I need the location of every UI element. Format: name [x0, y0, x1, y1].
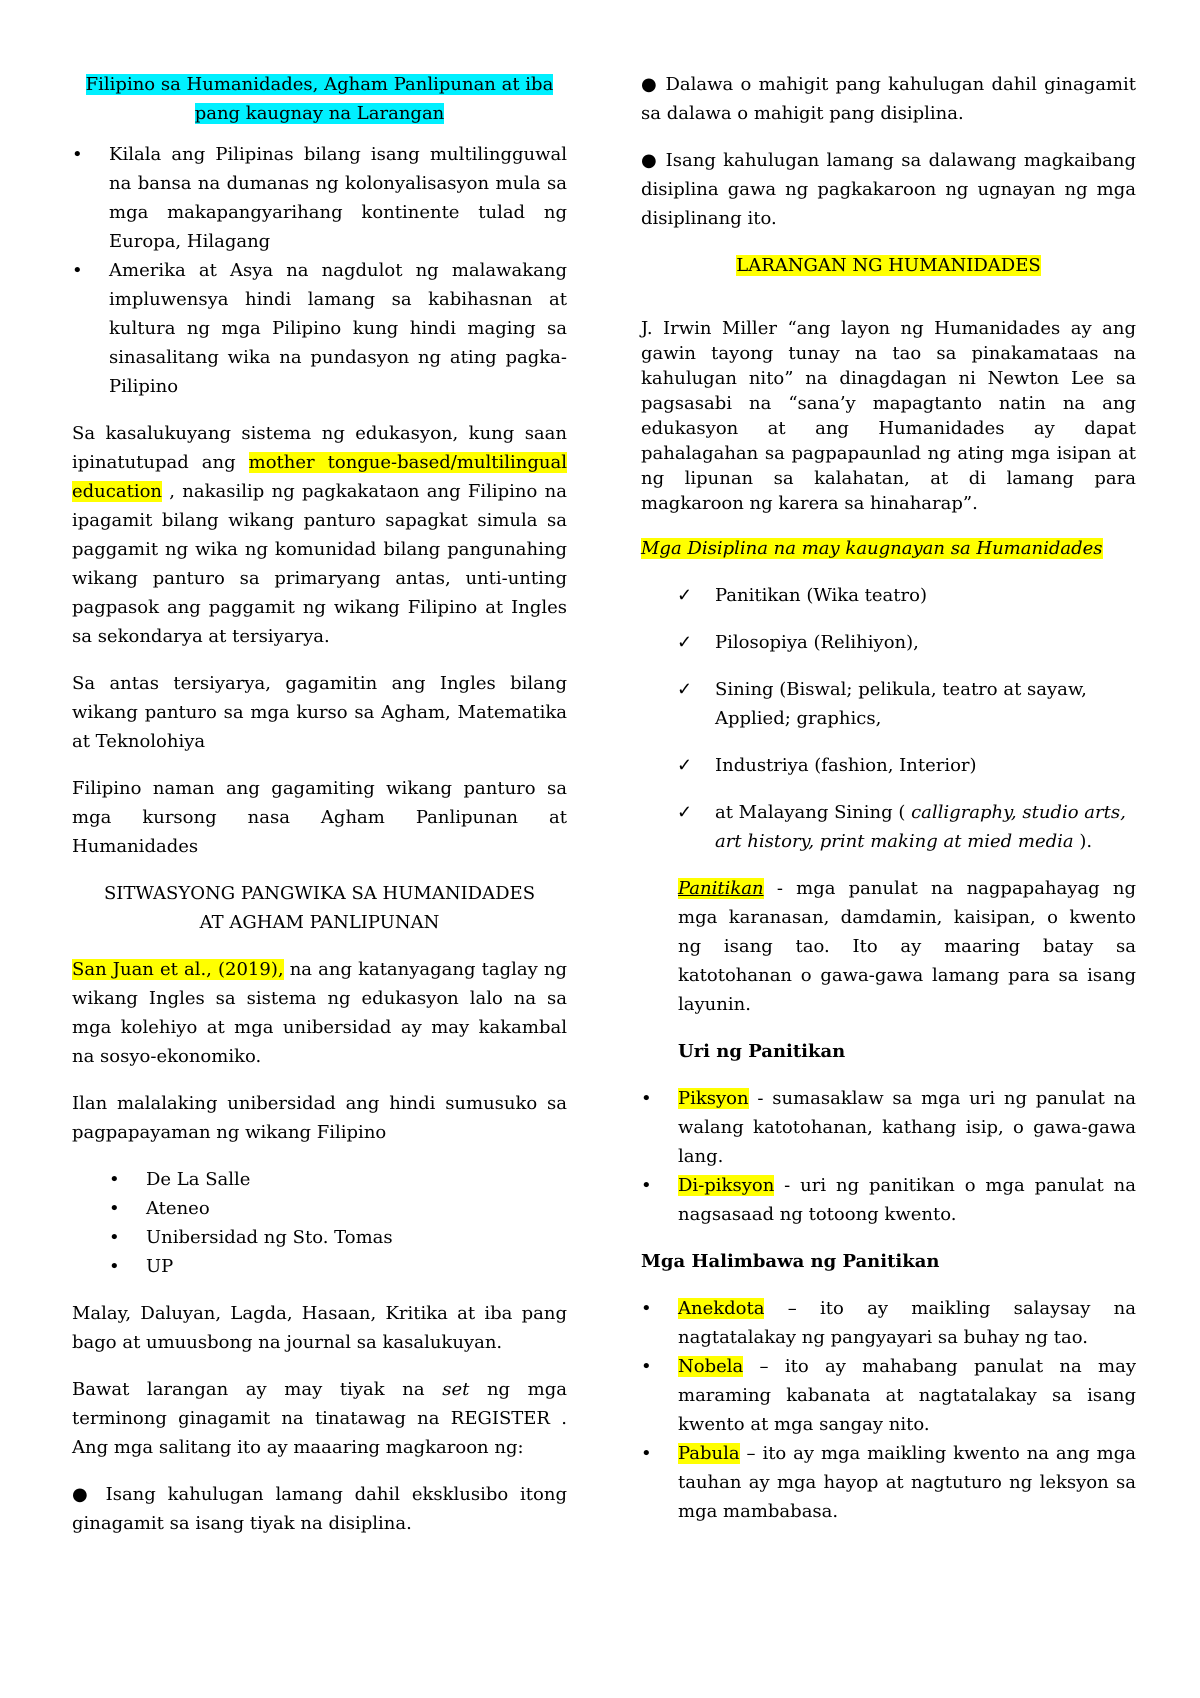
university-list — [72, 1165, 567, 1281]
bullet-icon: • — [72, 260, 83, 281]
list-item: • Pabula – ito ay mga maikling kwento na ang mga tauhan ay mga hayop at nagtuturo ng leksyon sa mga mambabasa. — [641, 1439, 1136, 1526]
halimbawa-list — [641, 1294, 1136, 1526]
checkmark-icon: ✓ — [677, 802, 693, 823]
paragraph-register: Bawat larangan ay may tiyak na set ng mga terminong ginagamit na tinatawag na REGISTER . Ang mga salitang ito ay maaaring magkaroon ng: — [72, 1379, 567, 1458]
list-item: • Piksyon - sumasaklaw sa mga uri ng panulat na walang katotohanan, kathang isip, o gawa-gawa lang. — [641, 1084, 1136, 1171]
paragraph-journals: Malay, Daluyan, Lagda, Hasaan, Kritika at iba pang bago at umuusbong na journal sa kasalukuyan. — [72, 1303, 567, 1353]
list-item: • Nobela – ito ay mahabang panulat na may maraming kabanata at nagtatalakay sa isang kwento at mga sangay nito. — [641, 1352, 1136, 1439]
list-item: • UP — [72, 1252, 567, 1281]
list-item: ✓ Sining (Biswal; pelikula, teatro at sayaw, Applied; graphics, — [641, 675, 1136, 733]
bullet-icon: • — [641, 1298, 652, 1319]
paragraph-unibersidad: Ilan malalaking unibersidad ang hindi sumusuko sa pagpapayaman ng wikang Filipino — [72, 1093, 567, 1143]
bullet-icon: • — [109, 1256, 120, 1277]
section-heading-humanidades: LARANGAN NG HUMANIDADES — [736, 255, 1041, 276]
bullet-icon: • — [109, 1169, 120, 1190]
list-item: • Ateneo — [72, 1194, 567, 1223]
bullet-icon: • — [641, 1175, 652, 1196]
right-column — [641, 70, 1136, 1526]
disciplines-checklist — [641, 581, 1136, 856]
paragraph-panitikan-definition: Panitikan - mga panulat na nagpapahayag ng mga karanasan, damdamin, kaisipan, o kwento ng isang tao. Ito ay maaring batay sa katotohanan o gawa-gawa lamang para sa isang layunin. — [678, 878, 1136, 1015]
bullet-icon: • — [641, 1088, 652, 1109]
left-column — [72, 70, 567, 1538]
bullet-icon: • — [72, 144, 83, 165]
list-item: • Di-piksyon - uri ng panitikan o mga panulat na nagsasaad ng totoong kwento. — [641, 1171, 1136, 1229]
bullet-icon: • — [109, 1198, 120, 1219]
paragraph-isang-kahulugan: ● Isang kahulugan lamang dahil eksklusibo itong ginagamit sa isang tiyak na disiplina. — [72, 1484, 567, 1534]
bullet-icon: • — [641, 1443, 652, 1464]
intro-bullet-list — [72, 140, 567, 401]
section-heading-sitwasyong: SITWASYONG PANGWIKA SA HUMANIDADES AT AGHAM PANLIPUNAN — [103, 883, 536, 933]
disciplines-heading: Mga Disiplina na may kaugnayan sa Humanidades — [641, 538, 1103, 559]
checkmark-icon: ✓ — [677, 585, 693, 606]
paragraph-tersiyarya: Sa antas tersiyarya, gagamitin ang Ingles bilang wikang panturo sa mga kurso sa Agham, Matematika at Teknolohiya — [72, 673, 567, 752]
list-item: ✓ Industriya (fashion, Interior) — [641, 751, 1136, 780]
checkmark-icon: ✓ — [677, 679, 693, 700]
halimbawa-heading: Mga Halimbawa ng Panitikan — [641, 1251, 940, 1272]
uri-list — [641, 1084, 1136, 1229]
paragraph-dalawa-kahulugan: ● Dalawa o mahigit pang kahulugan dahil ginagamit sa dalawa o mahigit pang disiplina. — [641, 74, 1136, 124]
bullet-icon: • — [641, 1356, 652, 1377]
list-item: ✓ Panitikan (Wika teatro) — [641, 581, 1136, 610]
list-item: • De La Salle — [72, 1165, 567, 1194]
list-item: ✓ at Malayang Sining ( calligraphy, studio arts, art history, print making at mied media ). — [641, 798, 1136, 856]
checkmark-icon: ✓ — [677, 755, 693, 776]
list-item: ✓ Pilosopiya (Relihiyon), — [641, 628, 1136, 657]
paragraph-san-juan: San Juan et al., (2019), na ang katanyagang taglay ng wikang Ingles sa sistema ng edukasyon lalo na sa mga kolehiyo at mga unibersidad ay may kakambal na sosyo-ekonomiko. — [72, 959, 567, 1067]
list-item: • Anekdota – ito ay maikling salaysay na nagtatalakay ng pangyayari sa buhay ng tao. — [641, 1294, 1136, 1352]
document-title: Filipino sa Humanidades, Agham Panlipunan at iba pang kaugnay na Larangan — [85, 74, 554, 124]
list-item: • Kilala ang Pilipinas bilang isang multilingguwal na bansa na dumanas ng kolonyalisasyon mula sa mga makapangyarihang kontinente tulad ng Europa, Hilagang — [72, 140, 567, 256]
checkmark-icon: ✓ — [677, 632, 693, 653]
paragraph-ugnayan: ● Isang kahulugan lamang sa dalawang magkaibang disiplina gawa ng pagkakaroon ng ugnayan ng mga disiplinang ito. — [641, 150, 1136, 229]
paragraph-mtb-mle: Sa kasalukuyang sistema ng edukasyon, kung saan ipinatutupad ang mother tongue-based/multilingual education , nakasilip ng pagkakataon ang Filipino na ipagamit bilang wikang panturo sapagkat simula sa paggamit ng wika ng komunidad bilang pangunahing wikang panturo sa primaryang antas, unti-unting pagpasok ang paggamit ng wikang Filipino at Ingles sa sekondarya at tersiyarya. — [72, 423, 567, 647]
bullet-icon: • — [109, 1227, 120, 1248]
uri-heading: Uri ng Panitikan — [678, 1041, 846, 1062]
list-item: • Unibersidad ng Sto. Tomas — [72, 1223, 567, 1252]
paragraph-filipino-panturo: Filipino naman ang gagamiting wikang panturo sa mga kursong nasa Agham Panlipunan at Humanidades — [72, 778, 567, 857]
list-item: • Amerika at Asya na nagdulot ng malawakang impluwensya hindi lamang sa kabihasnan at kultura ng mga Pilipino kung hindi maging sa sinasalitang wika na pundasyon ng ating pagka-Pilipino — [72, 256, 567, 401]
paragraph-irwin-miller-quote: J. Irwin Miller “ang layon ng Humanidades ay ang gawin tayong tunay na tao sa pinakamataas na kahulugan nito” na dinagdagan ni Newton Lee sa pagsasabi na “sana’y mapagtanto natin na ang edukasyon at ang Humanidades ay dapat pahalagahan sa pagpapaunlad ng ating mga isipan at ng lipunan sa kalahatan, at di lamang para magkaroon ng karera sa hinaharap”. — [641, 318, 1136, 514]
